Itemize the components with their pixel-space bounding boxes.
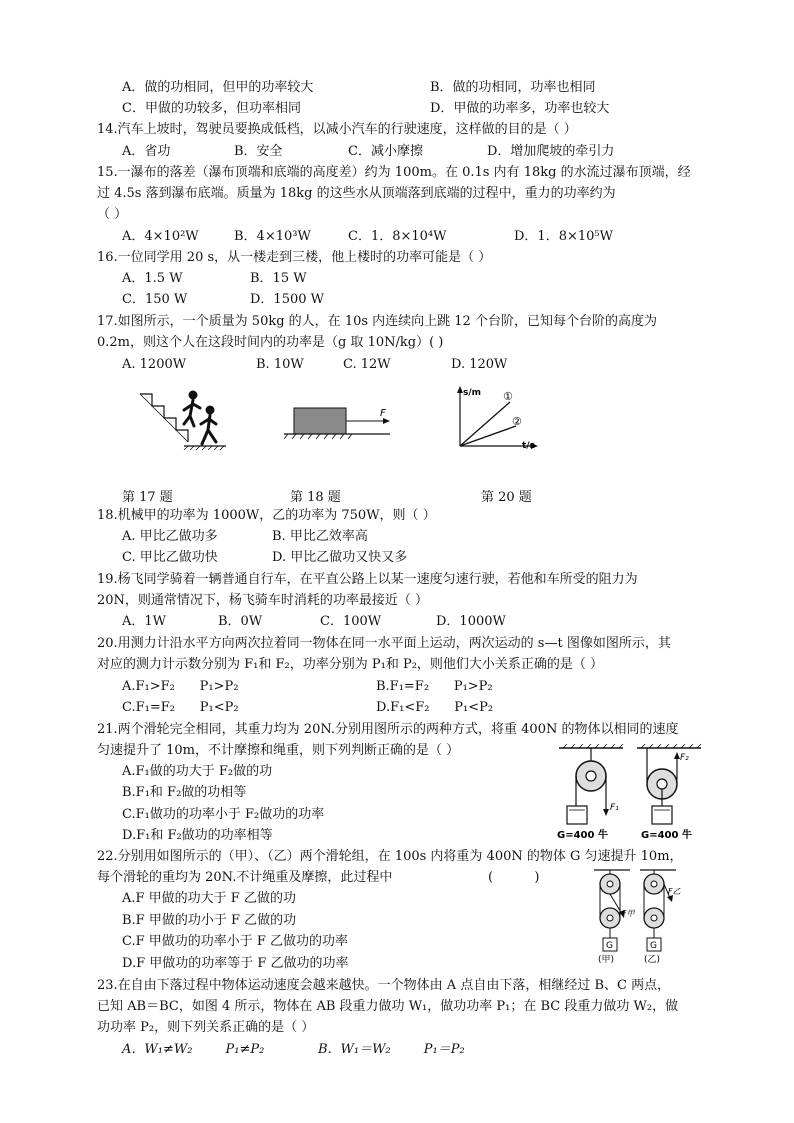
fig22-pulley-system-figure	[592, 868, 682, 966]
q15-option-b: B．4×10³W	[234, 229, 311, 244]
q17-option-d: D. 120W	[451, 357, 508, 372]
q15-stem-line1: 15.一瀑布的落差（瀑布顶端和底端的高度差）约为 100m。在 0.1s 内有 18kg 的水流过瀑布顶端，经	[97, 165, 691, 180]
fig22-fjia-label: F甲	[622, 909, 635, 918]
q23-stem-line3: 功功率 P₂，则下列关系正确的是（ ）	[97, 1020, 315, 1035]
fig21-f1-label: F₁	[610, 803, 619, 813]
fig18-force-label: F	[380, 408, 386, 419]
q20-option-b: B.F₁=F₂ P₁>P₂	[376, 679, 493, 694]
q13-option-d: D．甲做的功率多，功率也较大	[430, 101, 610, 116]
q19-stem-line2: 20N，则通常情况下，杨飞骑车时消耗的功率最接近（ ）	[97, 593, 429, 608]
fig20-st-graph	[452, 386, 544, 450]
q19-option-b: B．0W	[218, 614, 263, 629]
fig21-f2-label: F₂	[680, 753, 689, 763]
q20-option-d: D.F₁<F₂ P₁<P₂	[376, 700, 494, 715]
fig18-caption: 第 18 题	[290, 490, 341, 505]
fig17-caption: 第 17 题	[122, 490, 173, 505]
q14-option-d: D．增加爬坡的牵引力	[487, 144, 615, 159]
q17-stem-line2: 0.2m，则这个人在这段时间内的功率是（g 取 10N/kg）( )	[97, 335, 444, 350]
q19-option-c: C．100W	[320, 614, 382, 629]
q21-option-a: A.F₁做的功大于 F₂做的功	[122, 764, 273, 779]
q21-option-b: B.F₁和 F₂做的功相等	[122, 785, 247, 800]
q23-option-b: B．W₁＝W₂ P₁＝P₂	[318, 1042, 465, 1057]
fig22-jia-label: (甲)	[598, 955, 615, 965]
q18-stem: 18.机械甲的功率为 1000W，乙的功率为 750W，则（ ）	[97, 508, 436, 523]
q17-stem-line1: 17.如图所示，一个质量为 50kg 的人，在 10s 内连续向上跳 12 个台阶，已知每个台阶的高度为	[97, 314, 657, 329]
q19-option-a: A．1W	[122, 614, 167, 629]
q17-option-c: C. 12W	[343, 357, 391, 372]
q18-option-a: A. 甲比乙做功多	[122, 529, 218, 544]
fig22-fyi-label: F乙	[668, 887, 681, 896]
q22-option-a: A.F 甲做的功大于 F 乙做的功	[122, 891, 296, 906]
fig18-block-figure	[284, 402, 394, 440]
q13-option-c: C．甲做的功较多，但功率相同	[122, 101, 301, 116]
q21-option-c: C.F₁做功的功率小于 F₂做功的功率	[122, 807, 325, 822]
q20-option-a: A.F₁>F₂ P₁>P₂	[122, 679, 239, 694]
q22-option-b: B.F 甲做的功小于 F 乙做的功	[122, 913, 297, 928]
fig20-y-axis-label: s/m	[463, 388, 482, 398]
q19-stem-line1: 19.杨飞同学骑着一辆普通自行车，在平直公路上以某一速度匀速行驶，若他和车所受的阻力为	[97, 572, 638, 587]
fig20-x-axis-label: t/s	[522, 441, 535, 451]
q16-stem: 16.一位同学用 20 s，从一楼走到三楼，他上楼时的功率可能是（ ）	[97, 250, 492, 265]
q21-option-d: D.F₁和 F₂做功的功率相等	[122, 828, 273, 843]
q18-option-d: D. 甲比乙做功又快又多	[272, 550, 408, 565]
q22-stem-line2: 每个滑轮的重均为 20N.不计绳重及摩擦，此过程中	[97, 870, 393, 885]
q17-option-b: B. 10W	[256, 357, 304, 372]
q13-option-b: B．做的功相同，功率也相同	[430, 80, 596, 95]
q15-option-c: C．1．8×10⁴W	[348, 229, 447, 244]
q16-option-d: D．1500 W	[250, 292, 325, 307]
q16-option-b: B．15 W	[250, 271, 307, 286]
q22-option-c: C.F 甲做功的功率小于 F 乙做功的功率	[122, 934, 349, 949]
q23-stem-line1: 23.在自由下落过程中物体运动速度会越来越快。一个物体由 A 点自由下落，相继经过 B、C 两点，	[97, 978, 671, 993]
q14-stem: 14.汽车上坡时，驾驶员要换成低档，以减小汽车的行驶速度，这样做的目的是（ ）	[97, 122, 577, 137]
fig22-yi-label: (乙)	[644, 955, 661, 965]
q23-stem-line2: 已知 AB＝BC，如图 4 所示，物体在 AB 段重力做功 W₁，做功功率 P₁；在 BC 段重力做功 W₂，做	[97, 999, 679, 1014]
q14-option-a: A．省功	[122, 144, 171, 159]
q17-option-a: A. 1200W	[122, 357, 187, 372]
q21-stem-line2: 匀速提升了 10m，不计摩擦和绳重，则下列判断正确的是（ ）	[97, 743, 460, 758]
q15-option-d: D．1．8×10⁵W	[514, 229, 613, 244]
q18-option-b: B. 甲比乙效率高	[272, 529, 368, 544]
fig21-weight2-label: G=400 牛	[641, 830, 692, 841]
q21-stem-line1: 21.两个滑轮完全相同，其重力均为 20N.分别用图所示的两种方式，将重 400N 的物体以相同的速度	[97, 722, 679, 737]
q15-option-a: A．4×10²W	[122, 229, 199, 244]
q13-option-a: A．做的功相同，但甲的功率较大	[122, 80, 314, 95]
q16-option-c: C．150 W	[122, 292, 188, 307]
q22-answer-paren: ( )	[488, 870, 540, 885]
q15-stem-line2: 过 4.5s 落到瀑布底端。质量为 18kg 的这些水从顶端落到底端的过程中，重力的功率约为	[97, 186, 616, 201]
fig21-pulley-figure	[555, 744, 705, 844]
fig20-line2-label: ②	[512, 415, 522, 428]
q23-option-a: A．W₁≠W₂ P₁≠P₂	[122, 1042, 265, 1057]
fig22-g-jia-label: G	[606, 941, 613, 951]
q20-stem-line2: 对应的测力计示数分别为 F₁和 F₂，功率分别为 P₁和 P₂，则他们大小关系正确的是（ ）	[97, 657, 604, 672]
fig17-stairs-figure	[138, 386, 230, 450]
q15-stem-line3: （ ）	[97, 207, 128, 222]
q16-option-a: A．1.5 W	[122, 271, 183, 286]
q14-option-b: B．安全	[234, 144, 283, 159]
q22-stem-line1: 22.分别用如图所示的（甲）、（乙）两个滑轮组，在 100s 内将重为 400N 的物体 G 匀速提升 10m，	[97, 849, 683, 864]
fig20-line1-label: ①	[503, 390, 513, 403]
fig20-caption: 第 20 题	[481, 490, 532, 505]
q22-option-d: D.F 甲做功的功率等于 F 乙做功的功率	[122, 956, 349, 971]
q14-option-c: C．减小摩擦	[348, 144, 423, 159]
q18-option-c: C. 甲比乙做功快	[122, 550, 218, 565]
q19-option-d: D．1000W	[436, 614, 506, 629]
q20-stem-line1: 20.用测力计沿水平方向两次拉着同一物体在同一水平面上运动，两次运动的 s—t 图像如图所示，其	[97, 636, 671, 651]
fig22-g-yi-label: G	[650, 941, 657, 951]
q20-option-c: C.F₁=F₂ P₁<P₂	[122, 700, 239, 715]
fig21-weight1-label: G=400 牛	[557, 830, 608, 841]
